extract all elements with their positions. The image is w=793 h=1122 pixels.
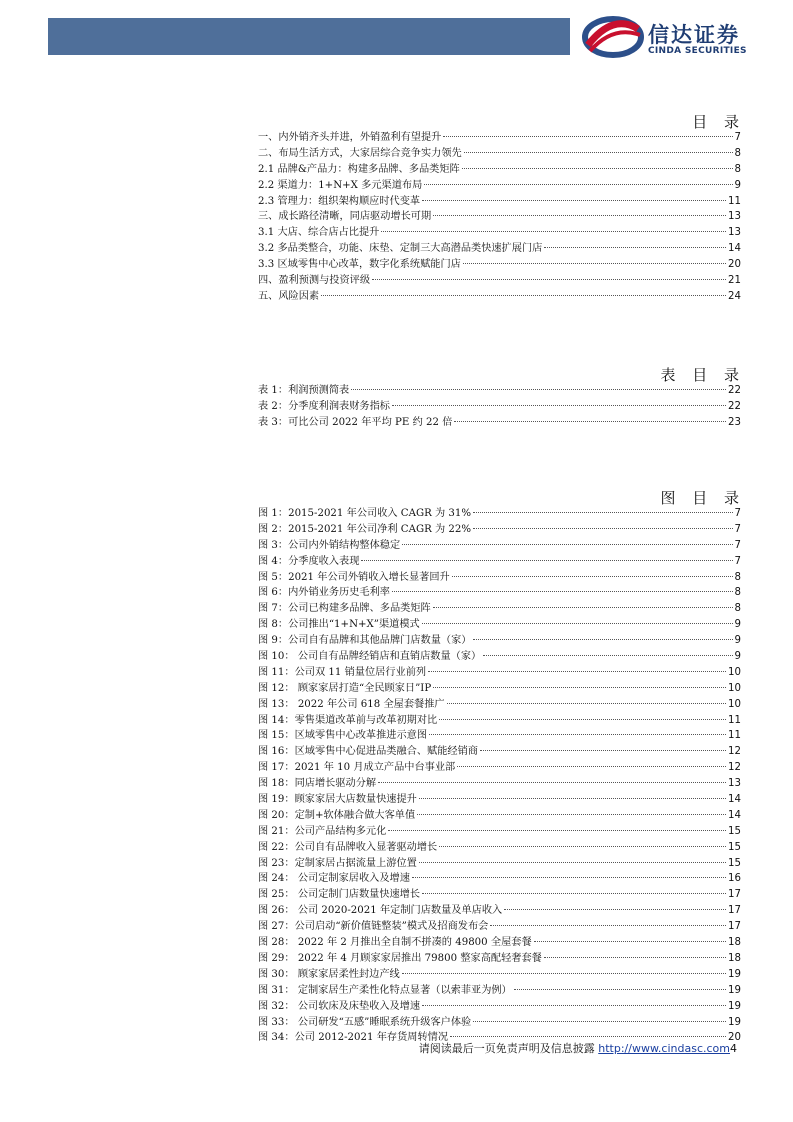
dot-leader bbox=[544, 957, 726, 958]
figure-list-entry-page[interactable]: 12 bbox=[728, 746, 741, 758]
dot-leader bbox=[462, 168, 733, 169]
figure-list-entry[interactable] bbox=[258, 554, 741, 570]
figure-list-entry-text[interactable]: 图 15：区域零售中心改革推进示意图 bbox=[258, 730, 428, 742]
table-list-entry-text[interactable]: 表 1：利润预测简表 bbox=[258, 385, 350, 396]
toc-entry[interactable] bbox=[258, 273, 741, 289]
dot-leader bbox=[452, 576, 733, 577]
figure-list-entry-page[interactable]: 18 bbox=[728, 937, 741, 949]
figure-list-entry[interactable] bbox=[258, 617, 741, 633]
toc-entry[interactable] bbox=[258, 225, 741, 241]
figure-list-entry-page[interactable]: 7 bbox=[734, 555, 741, 567]
figure-list-entry[interactable] bbox=[258, 840, 741, 856]
footer-disclaimer[interactable]: 请阅读最后一页免责声明及信息披露 bbox=[418, 1042, 599, 1055]
figure-list-entry[interactable] bbox=[258, 967, 741, 983]
figure-list-entry[interactable] bbox=[258, 633, 741, 649]
dot-leader bbox=[457, 766, 726, 767]
figure-list-entry[interactable] bbox=[258, 887, 741, 903]
figure-list-entry[interactable] bbox=[258, 760, 741, 776]
figure-list-entry-page[interactable]: 9 bbox=[734, 651, 741, 663]
figure-list-entry-page[interactable]: 17 bbox=[728, 905, 741, 917]
figure-list-entry-text[interactable]: 图 34：公司 2012-2021 年存货周转情况 bbox=[258, 1032, 449, 1044]
figure-list-entry[interactable] bbox=[258, 697, 741, 713]
figure-list-entry-text[interactable]: 图 22：公司自有品牌收入显著驱动增长 bbox=[258, 841, 438, 853]
figure-list-entry-page[interactable]: 10 bbox=[728, 666, 741, 678]
toc-entry[interactable] bbox=[258, 130, 741, 146]
dot-leader bbox=[490, 925, 726, 926]
figure-list-entry-text[interactable]: 图 27：公司启动“新价值链整装”模式及招商发布会 bbox=[258, 921, 489, 933]
dot-leader bbox=[378, 782, 726, 783]
figure-list-entry-page[interactable]: 19 bbox=[728, 984, 741, 996]
dot-leader bbox=[402, 544, 732, 545]
figure-list-entry-text[interactable]: 图 19：顾家家居大店数量快速提升 bbox=[258, 794, 417, 806]
figure-list-entry-page[interactable]: 7 bbox=[734, 523, 741, 535]
toc-entry-text[interactable]: 3.2 多品类整合，功能、床垫、定制三大高潜品类快速扩展门店 bbox=[258, 243, 543, 255]
figure-list-entry-text[interactable]: 图 7：公司已构建多品牌、多品类矩阵 bbox=[258, 603, 431, 615]
toc-entry-text[interactable]: 二、布局生活方式，大家居综合竞争实力领先 bbox=[258, 147, 462, 159]
figure-list-entry[interactable] bbox=[258, 570, 741, 586]
toc-entry-page[interactable]: 7 bbox=[734, 132, 741, 143]
dot-leader bbox=[480, 750, 726, 751]
figure-list-entry-text[interactable]: 图 14：零售渠道改革前与改革初期对比 bbox=[258, 714, 438, 726]
figure-list-entry[interactable] bbox=[258, 824, 741, 840]
figure-list-entry[interactable] bbox=[258, 1015, 741, 1031]
toc-entry-text[interactable]: 2.2 渠道力：1+N+X 多元渠道布局 bbox=[258, 179, 423, 191]
toc-entry[interactable] bbox=[258, 289, 741, 305]
figure-list-entry-page[interactable]: 15 bbox=[728, 825, 741, 837]
figure-list-entry-page[interactable]: 13 bbox=[728, 778, 741, 790]
dot-leader bbox=[473, 528, 732, 529]
dot-leader bbox=[428, 671, 726, 672]
figure-list-entry-text[interactable]: 图 12： 顾家家居打造“全民顾家日”IP bbox=[258, 682, 432, 694]
figure-list-entry-text[interactable]: 图 9：公司自有品牌和其他品牌门店数量（家） bbox=[258, 635, 472, 647]
dot-leader bbox=[447, 703, 726, 704]
figure-list-entry-page[interactable]: 11 bbox=[728, 714, 741, 726]
dot-leader bbox=[417, 814, 726, 815]
figure-list-entry[interactable] bbox=[258, 522, 741, 538]
toc-entry-page[interactable]: 13 bbox=[728, 211, 741, 223]
dot-leader bbox=[463, 263, 726, 264]
figure-list-entry-text[interactable]: 图 24： 公司定制家居收入及增速 bbox=[258, 873, 410, 885]
figure-list-entry-text[interactable]: 图 10： 公司自有品牌经销店和直销店数量（家） bbox=[258, 651, 482, 663]
dot-leader bbox=[544, 247, 726, 248]
figure-list-entry[interactable] bbox=[258, 776, 741, 792]
table-list-entry-text[interactable]: 表 3：可比公司 2022 年平均 PE 约 22 倍 bbox=[258, 416, 453, 428]
toc-entry[interactable] bbox=[258, 241, 741, 257]
dot-leader bbox=[443, 136, 732, 137]
figure-list-entry[interactable] bbox=[258, 713, 741, 729]
figure-list-entry[interactable] bbox=[258, 871, 741, 887]
dot-leader bbox=[454, 421, 726, 422]
figure-list-entry[interactable] bbox=[258, 585, 741, 601]
figure-list-entry-text[interactable]: 图 11：公司双 11 销量位居行业前列 bbox=[258, 666, 427, 678]
toc-entry-text[interactable]: 三、成长路径清晰，同店驱动增长可期 bbox=[258, 211, 432, 223]
table-list-entry[interactable] bbox=[258, 415, 741, 431]
toc-entry[interactable] bbox=[258, 146, 741, 162]
figure-list-entry-text[interactable]: 图 6：内外销业务历史毛利率 bbox=[258, 587, 390, 599]
figure-list-entry[interactable] bbox=[258, 903, 741, 919]
figure-list-entry[interactable] bbox=[258, 506, 741, 522]
toc-entry-text[interactable]: 四、盈利预测与投资评级 bbox=[258, 275, 371, 287]
figure-list-entry-text[interactable]: 图 1：2015-2021 年公司收入 CAGR 为 31% bbox=[258, 508, 472, 519]
figure-list-entry[interactable] bbox=[258, 681, 741, 697]
dot-leader bbox=[392, 591, 733, 592]
toc-entry-page[interactable]: 24 bbox=[728, 290, 741, 302]
dot-leader bbox=[473, 512, 732, 513]
dot-leader bbox=[351, 389, 726, 390]
figure-list-entry-text[interactable]: 图 28： 2022 年 2 月推出全自制不拼凑的 49800 全屋套餐 bbox=[258, 937, 532, 949]
dot-leader bbox=[381, 231, 726, 232]
cinda-logo bbox=[582, 15, 782, 59]
figure-list-entry-page[interactable]: 17 bbox=[728, 889, 741, 901]
figure-list-entry-text[interactable]: 图 31： 定制家居生产柔性化特点显著（以索菲亚为例） bbox=[258, 984, 512, 996]
dot-leader bbox=[422, 200, 726, 201]
figure-list-entry-text[interactable]: 图 3：公司内外销结构整体稳定 bbox=[258, 539, 401, 551]
dot-leader bbox=[422, 893, 726, 894]
dot-leader bbox=[504, 909, 726, 910]
toc-entry-text[interactable]: 3.3 区域零售中心改革，数字化系统赋能门店 bbox=[258, 259, 461, 271]
table-list-entry-text[interactable]: 表 2：分季度利润表财务指标 bbox=[258, 400, 390, 412]
dot-leader bbox=[419, 862, 726, 863]
figure-list-entry-page[interactable]: 7 bbox=[734, 539, 741, 551]
dot-leader bbox=[464, 152, 733, 153]
figure-list-entry[interactable] bbox=[258, 792, 741, 808]
toc-list bbox=[258, 130, 741, 305]
figure-list-entry-page[interactable]: 17 bbox=[728, 921, 741, 933]
figure-list-entry[interactable] bbox=[258, 999, 741, 1015]
figure-list-entry-text[interactable]: 图 30： 顾家家居柔性封边产线 bbox=[258, 968, 400, 980]
figure-list-entry[interactable] bbox=[258, 744, 741, 760]
dot-leader bbox=[422, 623, 733, 624]
figure-list-entry[interactable] bbox=[258, 538, 741, 554]
figure-list-entry-page[interactable]: 10 bbox=[728, 682, 741, 694]
dot-leader bbox=[483, 655, 732, 656]
cinda-logo-mark-icon bbox=[582, 15, 644, 59]
figure-list-entry-text[interactable]: 图 16：区域零售中心促进品类融合、赋能经销商 bbox=[258, 746, 478, 758]
toc-entry-page[interactable]: 14 bbox=[728, 243, 741, 255]
dot-leader bbox=[534, 941, 726, 942]
figure-list-entry-page[interactable]: 16 bbox=[728, 873, 741, 885]
figure-list-entry-text[interactable]: 图 4：分季度收入表现 bbox=[258, 555, 360, 567]
figure-list-entry-text[interactable]: 图 33： 公司研发“五感”睡眠系统升级客户体验 bbox=[258, 1016, 472, 1028]
logo-chinese-name: 信达证券 bbox=[648, 23, 740, 47]
dot-leader bbox=[514, 989, 726, 990]
figure-list-entry-page[interactable]: 19 bbox=[728, 1016, 741, 1028]
tables-title: 表 目 录 bbox=[660, 366, 745, 384]
dot-leader bbox=[321, 295, 726, 296]
dot-leader bbox=[422, 1005, 726, 1006]
logo-english-name: CINDA SECURITIES bbox=[648, 46, 747, 56]
figure-list-entry-page[interactable]: 15 bbox=[728, 857, 741, 869]
figure-list-entry[interactable] bbox=[258, 951, 741, 967]
toc-entry-text[interactable]: 2.3 管理力：组织架构顺应时代变革 bbox=[258, 195, 421, 207]
dot-leader bbox=[439, 719, 726, 720]
figure-list-entry[interactable] bbox=[258, 983, 741, 999]
figure-list-entry[interactable] bbox=[258, 601, 741, 617]
figure-list-entry-page[interactable]: 7 bbox=[734, 508, 741, 519]
figure-list-entry-page[interactable]: 18 bbox=[728, 952, 741, 964]
figure-list-entry-text[interactable]: 图 20：定制+软体融合做大客单值 bbox=[258, 809, 416, 821]
figure-list-entry[interactable] bbox=[258, 649, 741, 665]
figure-list-entry-page[interactable]: 8 bbox=[734, 571, 741, 583]
table-list-entry-page[interactable]: 23 bbox=[728, 416, 741, 428]
dot-leader bbox=[412, 877, 726, 878]
dot-leader bbox=[433, 687, 726, 688]
footer-page-number: 4 bbox=[730, 1042, 737, 1055]
figure-list-entry-text[interactable]: 图 13： 2022 年公司 618 全屋套餐推广 bbox=[258, 698, 445, 710]
table-list-entry-page[interactable]: 22 bbox=[728, 400, 741, 412]
figure-list-entry[interactable] bbox=[258, 935, 741, 951]
footer-url-link[interactable]: http://www.cindasc.com bbox=[598, 1042, 730, 1055]
figure-list-entry[interactable] bbox=[258, 919, 741, 935]
dot-leader bbox=[433, 215, 726, 216]
toc-entry[interactable] bbox=[258, 162, 741, 178]
figure-list-entry-text[interactable]: 图 29： 2022 年 4 月顾家家居推出 79800 整家高配轻奢套餐 bbox=[258, 952, 542, 964]
figure-list-entry-page[interactable]: 9 bbox=[734, 619, 741, 631]
dot-leader bbox=[361, 560, 732, 561]
figure-list-entry-page[interactable]: 12 bbox=[728, 762, 741, 774]
figure-list-entry-text[interactable]: 图 18：同店增长驱动分解 bbox=[258, 778, 377, 790]
toc-entry-page[interactable]: 20 bbox=[728, 259, 741, 271]
dot-leader bbox=[392, 405, 726, 406]
figure-list-entry-text[interactable]: 图 5：2021 年公司外销收入增长显著回升 bbox=[258, 571, 450, 583]
figures-title: 图 目 录 bbox=[660, 489, 745, 507]
figure-list-entry-text[interactable]: 图 21：公司产品结构多元化 bbox=[258, 825, 387, 837]
dot-leader bbox=[429, 734, 726, 735]
figure-list-entry-page[interactable]: 8 bbox=[734, 603, 741, 615]
figure-list-entry[interactable] bbox=[258, 728, 741, 744]
dot-leader bbox=[419, 798, 726, 799]
toc-entry-page[interactable]: 21 bbox=[728, 275, 741, 287]
figure-list-entry-page[interactable]: 19 bbox=[728, 968, 741, 980]
toc-entry[interactable] bbox=[258, 209, 741, 225]
toc-entry-text[interactable]: 2.1 品牌&产品力：构建多品牌、多品类矩阵 bbox=[258, 163, 460, 175]
toc-entry-page[interactable]: 13 bbox=[728, 227, 741, 239]
toc-entry-page[interactable]: 8 bbox=[734, 147, 741, 159]
toc-entry-page[interactable]: 11 bbox=[728, 195, 741, 207]
toc-entry[interactable] bbox=[258, 178, 741, 194]
dot-leader bbox=[388, 830, 726, 831]
figure-list-entry-page[interactable]: 14 bbox=[728, 809, 741, 821]
figure-list-entry-page[interactable]: 15 bbox=[728, 841, 741, 853]
figure-list-entry-page[interactable]: 19 bbox=[728, 1000, 741, 1012]
figure-list-entry[interactable] bbox=[258, 856, 741, 872]
toc-entry-text[interactable]: 五、风险因素 bbox=[258, 290, 320, 302]
toc-entry-text[interactable]: 3.1 大店、综合店占比提升 bbox=[258, 227, 380, 239]
figure-list-entry-page[interactable]: 11 bbox=[728, 730, 741, 742]
figure-list-entry-page[interactable]: 20 bbox=[728, 1032, 741, 1044]
table-list-entry-page[interactable]: 22 bbox=[728, 385, 741, 396]
toc-title: 目 录 bbox=[692, 113, 745, 131]
figure-list-entry-text[interactable]: 图 17：2021 年 10 月成立产品中台事业部 bbox=[258, 762, 456, 774]
figure-list-entry-text[interactable]: 图 23：定制家居占据流量上游位置 bbox=[258, 857, 417, 869]
dot-leader bbox=[473, 639, 732, 640]
figure-list-entry-page[interactable]: 14 bbox=[728, 794, 741, 806]
toc-entry-text[interactable]: 一、内外销齐头并进，外销盈利有望提升 bbox=[258, 132, 442, 143]
dot-leader bbox=[439, 846, 726, 847]
dot-leader bbox=[450, 1036, 726, 1037]
dot-leader bbox=[473, 1021, 726, 1022]
tables-list bbox=[258, 383, 741, 431]
figure-list-entry-text[interactable]: 图 25： 公司定制门店数量快速增长 bbox=[258, 889, 421, 901]
figure-list-entry-text[interactable]: 图 32： 公司软床及床垫收入及增速 bbox=[258, 1000, 421, 1012]
dot-leader bbox=[372, 279, 726, 280]
figure-list-entry-text[interactable]: 图 2：2015-2021 年公司净利 CAGR 为 22% bbox=[258, 523, 472, 535]
toc-entry-page[interactable]: 9 bbox=[734, 179, 741, 191]
dot-leader bbox=[433, 607, 733, 608]
footer bbox=[419, 1040, 737, 1056]
figure-list-entry[interactable] bbox=[258, 665, 741, 681]
figure-list-entry-text[interactable]: 图 26： 公司 2020-2021 年定制门店数量及单店收入 bbox=[258, 905, 503, 917]
toc-entry[interactable] bbox=[258, 194, 741, 210]
header-bar bbox=[48, 18, 570, 55]
table-list-entry[interactable] bbox=[258, 399, 741, 415]
figure-list-entry-page[interactable]: 8 bbox=[734, 587, 741, 599]
dot-leader bbox=[424, 184, 732, 185]
figure-list-entry-text[interactable]: 图 8：公司推出“1+N+X”渠道模式 bbox=[258, 619, 420, 631]
dot-leader bbox=[402, 973, 726, 974]
figure-list-entry[interactable] bbox=[258, 808, 741, 824]
toc-entry-page[interactable]: 8 bbox=[734, 163, 741, 175]
toc-entry[interactable] bbox=[258, 257, 741, 273]
figure-list-entry-page[interactable]: 9 bbox=[734, 635, 741, 647]
figure-list-entry-page[interactable]: 10 bbox=[728, 698, 741, 710]
table-list-entry[interactable] bbox=[258, 383, 741, 399]
figures-list bbox=[258, 506, 741, 1046]
